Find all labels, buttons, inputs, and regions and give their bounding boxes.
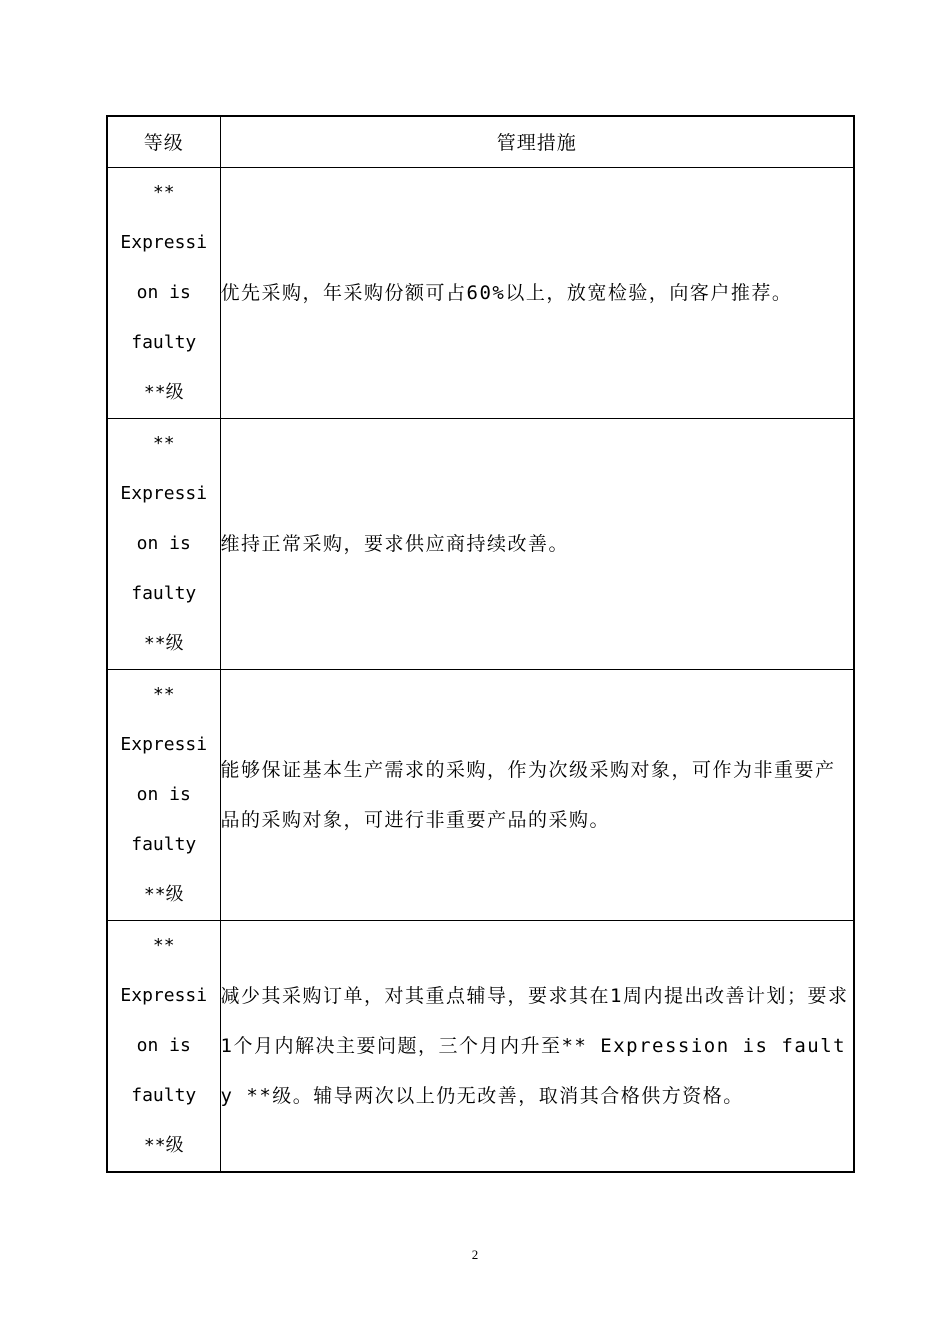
grade-line: **级 xyxy=(143,381,184,403)
grade-cell xyxy=(107,920,220,1172)
header-grade: 等级 xyxy=(107,116,220,167)
grade-line: ** xyxy=(152,934,175,956)
measure-cell: 能够保证基本生产需求的采购，作为次级采购对象，可作为非重要产品的采购对象，可进行非重要产品的采购。 xyxy=(220,669,854,920)
grade-line: faulty xyxy=(131,582,197,604)
grade-line: **级 xyxy=(143,1134,184,1156)
grade-line: Expressi xyxy=(120,231,208,253)
grade-line: on is xyxy=(136,532,191,554)
supplier-grade-table xyxy=(106,115,855,1173)
grade-line: faulty xyxy=(131,833,197,855)
grade-line: on is xyxy=(136,281,191,303)
grade-line: Expressi xyxy=(120,733,208,755)
grade-line: ** xyxy=(152,683,175,705)
grade-cell xyxy=(107,418,220,669)
measure-cell: 维持正常采购，要求供应商持续改善。 xyxy=(220,418,854,669)
grade-line: on is xyxy=(136,783,191,805)
grade-cell xyxy=(107,167,220,418)
table-row xyxy=(107,669,854,920)
grade-line: faulty xyxy=(131,1084,197,1106)
grade-line: Expressi xyxy=(120,482,208,504)
grade-cell xyxy=(107,669,220,920)
measure-cell: 减少其采购订单，对其重点辅导，要求其在1周内提出改善计划；要求1个月内解决主要问题，三个月内升至** Expression is faulty **级。辅导两次以上仍无改善，取消其合格供方资格。 xyxy=(220,920,854,1172)
header-measures: 管理措施 xyxy=(220,116,854,167)
grade-line: on is xyxy=(136,1034,191,1056)
table-row xyxy=(107,167,854,418)
grade-line: **级 xyxy=(143,632,184,654)
table-row xyxy=(107,418,854,669)
grade-line: ** xyxy=(152,432,175,454)
grade-line: Expressi xyxy=(120,984,208,1006)
page-number: 2 xyxy=(471,1247,479,1262)
measure-cell: 优先采购，年采购份额可占60%以上，放宽检验，向客户推荐。 xyxy=(220,167,854,418)
grade-line: ** xyxy=(152,181,175,203)
grade-line: **级 xyxy=(143,883,184,905)
table-row xyxy=(107,920,854,1172)
table-header-row xyxy=(107,116,854,167)
grade-line: faulty xyxy=(131,331,197,353)
